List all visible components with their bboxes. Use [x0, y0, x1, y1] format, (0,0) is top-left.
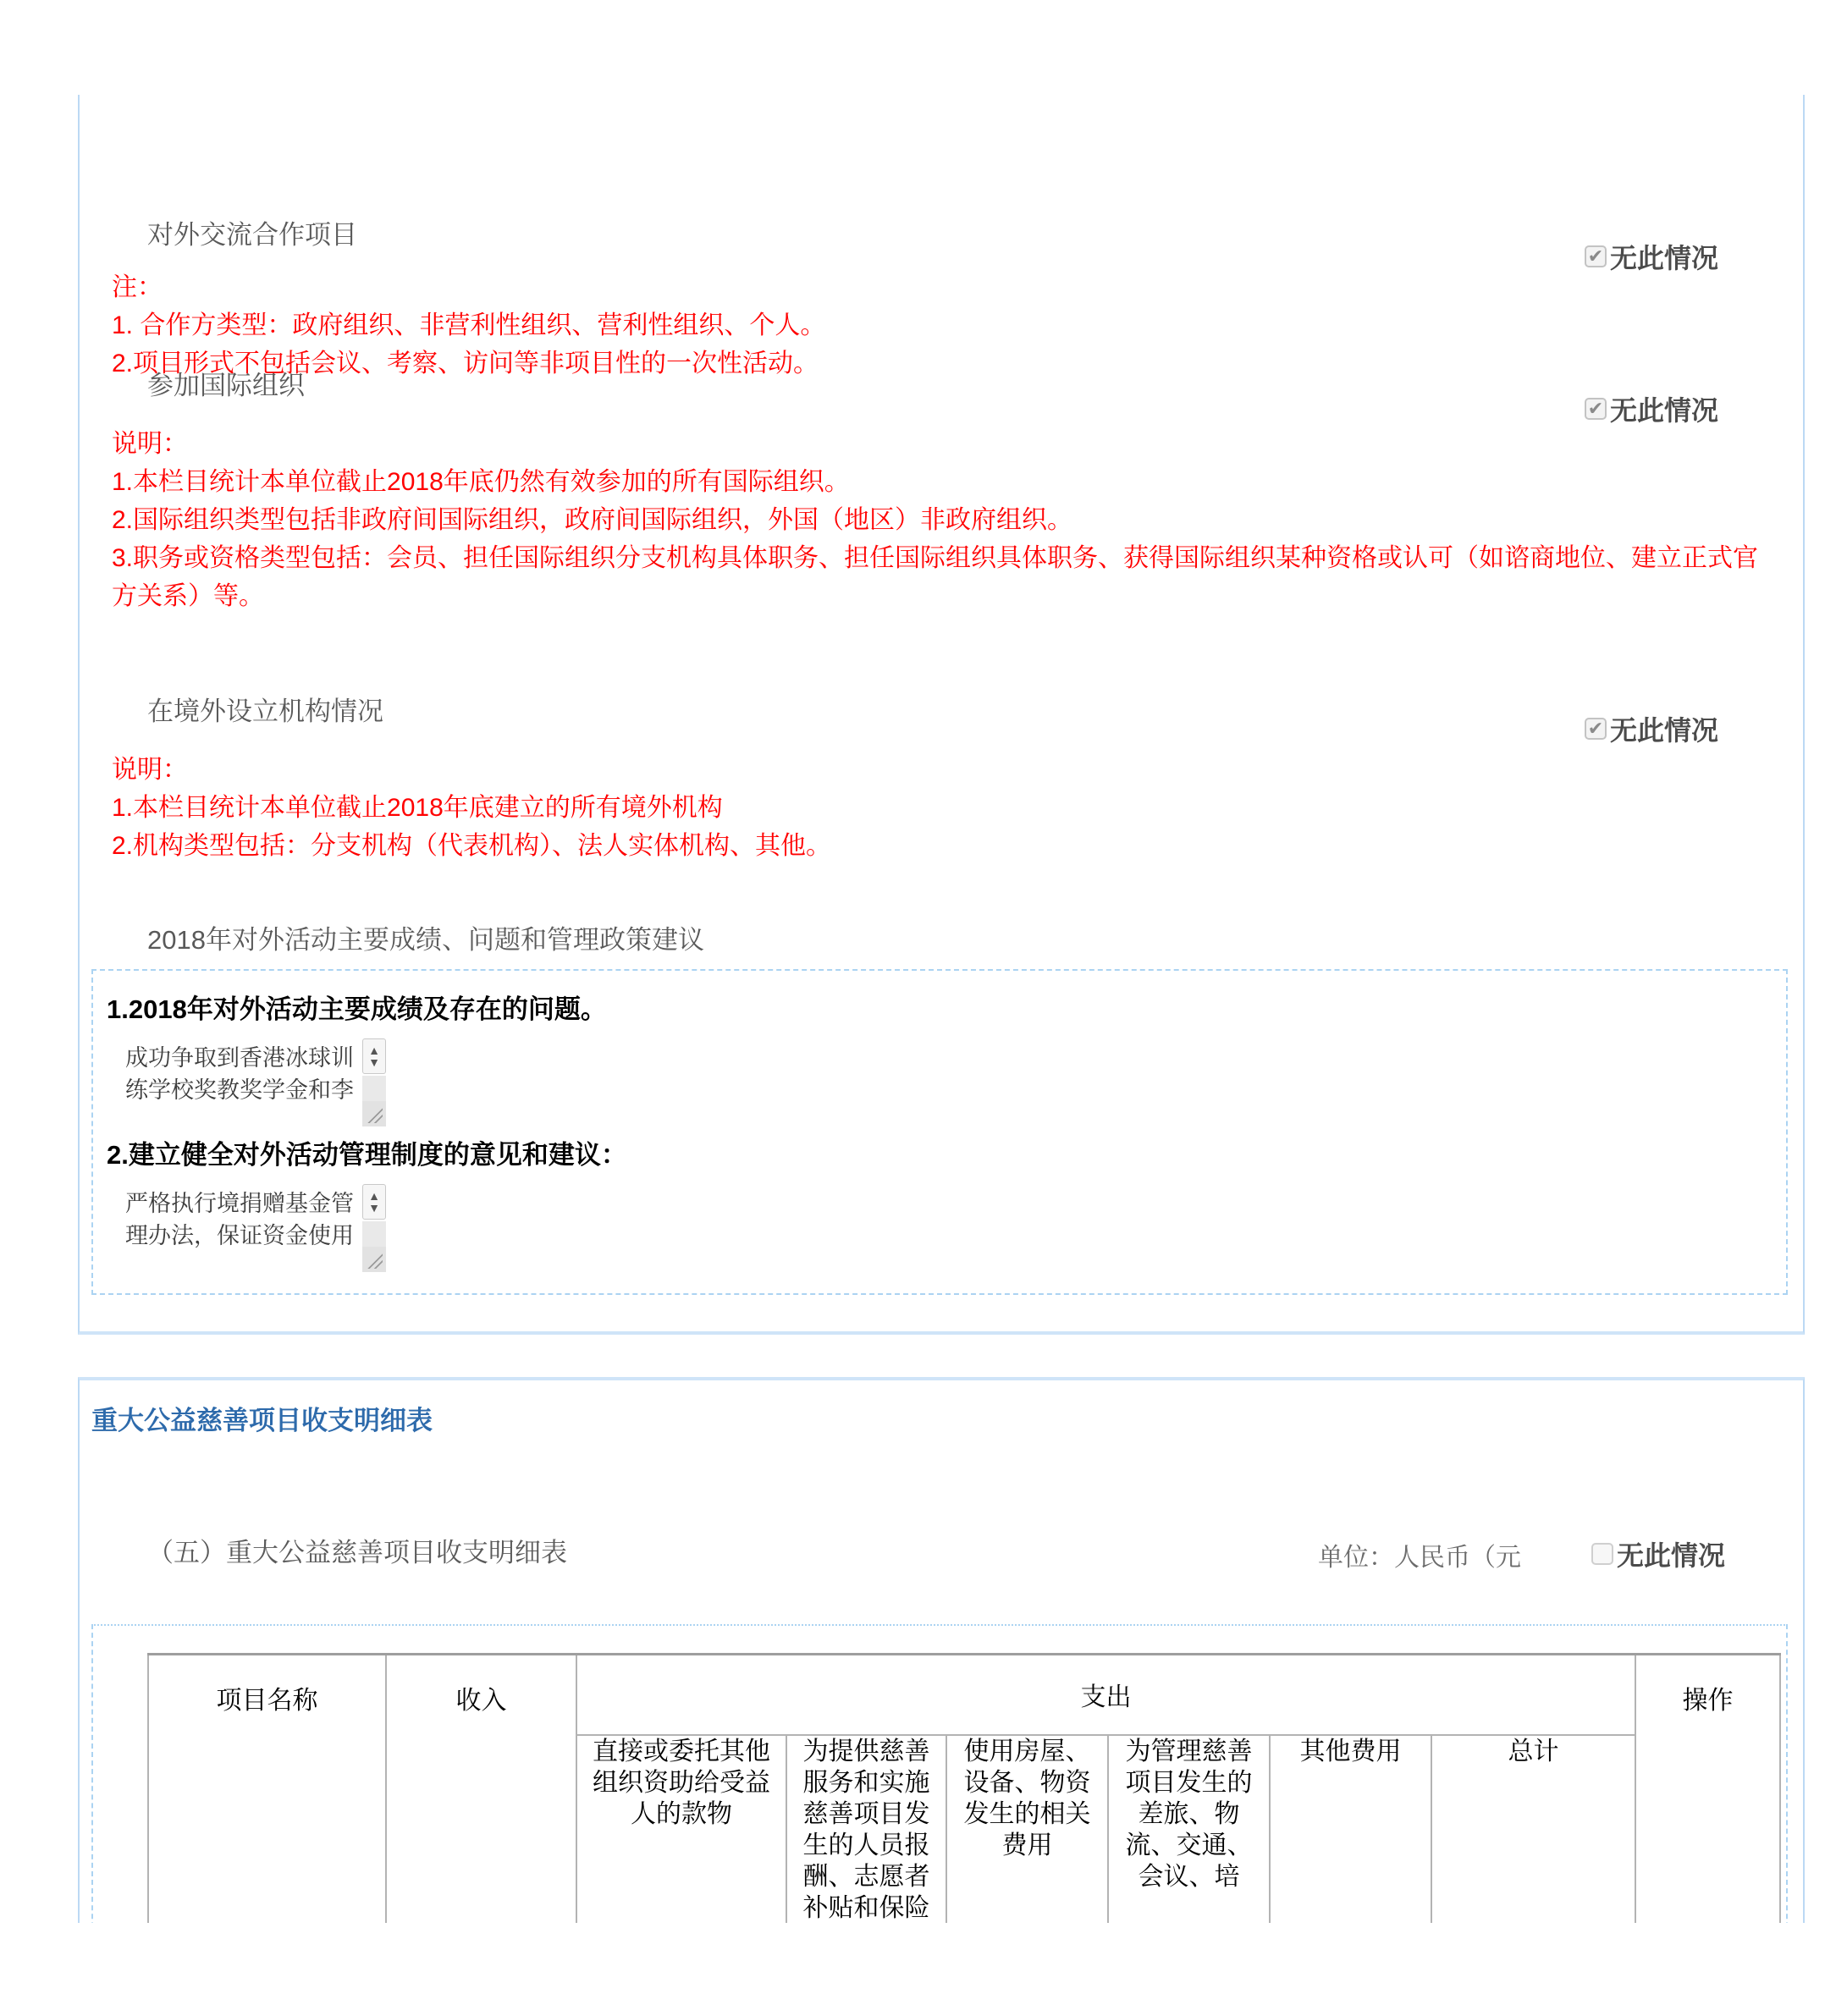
note-line: 2.项目形式不包括会议、考察、访问等非项目性的一次性活动。 — [112, 350, 819, 377]
charity-projects-table — [147, 1653, 1781, 1923]
notes-block-1 — [112, 175, 1771, 383]
notes-title-2: 说明： — [112, 430, 188, 458]
achievements-q2-textarea[interactable] — [120, 1184, 388, 1272]
achievements-box — [91, 969, 1788, 1295]
no-case-row-5 — [1591, 1534, 1725, 1573]
textarea-scrollbar[interactable] — [362, 1038, 388, 1126]
notes-title-1: 注： — [112, 273, 163, 301]
no-case-label-3: 无此情况 — [1610, 715, 1719, 746]
col-header-project-name: 项目名称 — [148, 1655, 386, 1924]
scroll-buttons[interactable] — [362, 1184, 386, 1220]
expense-subheader-staff-volunteer: 为提供慈善服务和实施慈善项目发生的人员报酬、志愿者补贴和保险 — [786, 1735, 946, 1924]
note-line: 1. 合作方类型：政府组织、非营利性组织、营利性组织、个人。 — [112, 311, 826, 339]
note-line: 1.本栏目统计本单位截止2018年底仍然有效参加的所有国际组织。 — [112, 468, 850, 496]
section-title-international-orgs: 参加国际组织 — [147, 371, 305, 400]
col-header-operation: 操作 — [1635, 1655, 1780, 1924]
no-case-row-2 — [1585, 389, 1718, 428]
section-title-exchange-projects: 对外交流合作项目 — [147, 220, 357, 250]
textarea-text: 严格执行境捐赠基金管理办法，保证资金使用 — [125, 1191, 354, 1248]
expense-subheader-other-fees: 其他费用 — [1270, 1735, 1431, 1924]
no-case-label-2: 无此情况 — [1610, 395, 1719, 426]
no-case-label-5: 无此情况 — [1617, 1540, 1726, 1571]
no-case-row-3 — [1585, 709, 1718, 748]
note-line: 3.职务或资格类型包括：会员、担任国际组织分支机构具体职务、担任国际组织具体职务、获得国际组织某种资格或认可（如谘商地位、建立正式官方关系）等。 — [112, 544, 1759, 610]
notes-title-3: 说明： — [112, 756, 188, 784]
expense-subheader-total: 总计 — [1431, 1735, 1635, 1924]
expense-subheader-housing-equipment: 使用房屋、设备、物资发生的相关费用 — [946, 1735, 1108, 1924]
scroll-down-icon[interactable]: ▼ — [368, 1055, 380, 1069]
scroll-buttons[interactable] — [362, 1038, 386, 1074]
note-line: 2.国际组织类型包括非政府间国际组织，政府间国际组织，外国（地区）非政府组织。 — [112, 506, 1073, 534]
col-header-income: 收入 — [386, 1655, 576, 1924]
question-1-label: 1.2018年对外活动主要成绩及存在的问题。 — [107, 994, 607, 1024]
resize-grip-icon[interactable] — [362, 1247, 386, 1272]
scroll-up-icon[interactable]: ▲ — [368, 1044, 380, 1057]
no-case-checkbox-2[interactable]: ✔ — [1585, 398, 1607, 420]
note-line: 2.机构类型包括：分支机构（代表机构）、法人实体机构、其他。 — [112, 832, 832, 860]
notes-block-2 — [112, 425, 1771, 615]
charity-table-box — [91, 1624, 1788, 1923]
no-case-checkbox-5[interactable] — [1591, 1543, 1613, 1565]
charity-table-section-link[interactable]: 重大公益慈善项目收支明细表 — [91, 1406, 433, 1435]
textarea-scrollbar[interactable] — [362, 1184, 388, 1272]
no-case-label-1: 无此情况 — [1610, 243, 1719, 273]
achievements-q1-textarea[interactable] — [120, 1038, 388, 1126]
foreign-activities-panel — [78, 95, 1805, 1335]
note-line: 1.本栏目统计本单位截止2018年底建立的所有境外机构 — [112, 794, 723, 822]
scroll-up-icon[interactable]: ▲ — [368, 1189, 380, 1203]
expense-subheader-travel-logistics: 为管理慈善项目发生的差旅、物流、交通、会议、培 — [1108, 1735, 1270, 1924]
question-2-label: 2.建立健全对外活动管理制度的意见和建议： — [107, 1140, 627, 1170]
section-title-overseas-offices: 在境外设立机构情况 — [147, 697, 383, 726]
charity-table-heading: （五）重大公益慈善项目收支明细表 — [147, 1538, 567, 1567]
section-title-achievements: 2018年对外活动主要成绩、问题和管理政策建议 — [147, 925, 704, 955]
resize-grip-icon[interactable] — [362, 1101, 386, 1126]
no-case-checkbox-1[interactable]: ✔ — [1585, 245, 1607, 267]
no-case-checkbox-3[interactable]: ✔ — [1585, 718, 1607, 740]
scroll-down-icon[interactable]: ▼ — [368, 1201, 380, 1215]
currency-unit-label: 单位：人民币（元 — [1318, 1544, 1521, 1572]
col-header-expense: 支出 — [576, 1655, 1635, 1735]
expense-subheader-direct-funding: 直接或委托其他组织资助给受益人的款物 — [576, 1735, 786, 1924]
notes-block-3 — [112, 751, 1771, 865]
charity-projects-panel — [78, 1377, 1805, 1923]
textarea-text: 成功争取到香港冰球训练学校奖教奖学金和李 — [125, 1045, 354, 1103]
